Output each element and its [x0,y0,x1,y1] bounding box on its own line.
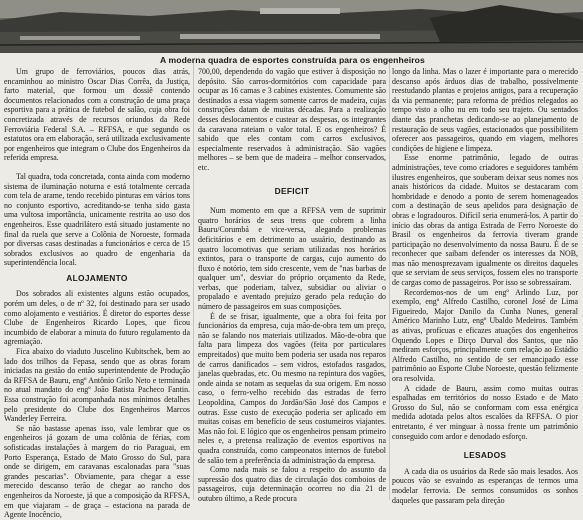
paragraph: Um grupo de ferroviários, poucos dias atrás, encaminhou ao ministro Oscar Dias Corrêa, da Justiça, farto material, que formou um dossiê contendo documentos relacionados com a construção de uma praça esportiva para a prática de futebol de salão, cuja obra foi concretizada através de recursos oriundos da Rede Ferroviária Federal S.A. – RFFSA, e que segundo os estatutos ora em elaboração, será utilizada exclusivamente por engenheiros que integram o Clube dos Engenheiros da referida empresa. [4,67,190,163]
paragraph: Dos sobrados ali existentes alguns estão ocupados, porém um deles, o de nº 32, foi destinado para ser usado como alojamento e vestiários. É diretor do esportes desse Clube de Engenheiros Ricardo Lopes, que ficou incumbido de elaborar a minuta do futuro regulamento da agremiação. [4,289,190,347]
rooftop-photo [0,0,583,53]
photo-caption: A moderna quadra de esportes construída para os engenheiros [160,55,425,65]
column-3 [392,67,578,505]
column-rule [389,60,390,500]
paragraph: Tal quadra, toda concretada, conta ainda com moderno sistema de iluminação noturna e está totalmente cercada com tela de arame, tendo recebido pinturas em vários tons no conjunto esportivo, acreditando-se tenha sido gasta uma vultosa importância, unicamente restrita ao uso dos engenheiros. Esse quadrilátero está situado justamente no final da ruela que serve a Colônia de Noroeste, formada por diversas casas destinadas a funcionários e cerca de 15 sobrados exclusivos ao quadro de engenharia da superintendência local. [4,171,190,268]
paragraph: longo da linha. Mas o lazer é importante para o merecido descanso após árduos dias de trabalho, possivelmente reestudando plantas e projetos antigos, para a recuperação da via permanente; para reforma de prédios relegados ao tempo visto a olho nu em todo seu trajeto. Ou sentados diante das pranchetas dedicando-se ao planejamento de restauração de seus vagões, estacionados que possibilitem oferecer aos passageiros, quando em viagem, melhores condições de higiene e limpeza. [392,67,578,153]
paragraph: Fica abaixo do viaduto Juscelino Kubitschek, bem ao lado dos trilhos da Fepasa, sendo que as obras foram iniciadas na gestão do então superintendente de Produção da RFFSA de Bauru, engº Antônio Grilo Neto e terminada no atual mandato do engº João Batista Pacheco Fantin. Essa construção foi acompanhada nos mínimos detalhes pelo presidente do Clube dos Engenheiros Marcos Wanderley Ferreira. [4,347,190,424]
paragraph: 700,00, dependendo do vagão que estiver à disposição no depósito. São carros-dormitórios com capacidade para ocupar as 16 camas e 3 cabines existentes. Comumente são destinados a essa viagem somente carros de madeira, cujas construções datam de muitas décadas. Para a realização desses deslocamentos e custear as despesas, os integrantes da caravana rateiam o valor total. E os engenheiros? É sabido que eles contam com carros exclusivos, especialmente reservados à administração. São vagões melhores – se bem que de madeira – melhor conservados, etc. [198,67,386,172]
paragraph: Recordemos-nos de um engº Arlindo Luz, por exemplo, engº Alfredo Castilho, coronel José de Lima Figueiredo, Major Danilo da Cunha Nunes, general Américo Marinho Lutz, engº Ubaldo Medeiros. Também as ativas, profícuas e eficazes atuações dos engenheiros Oquendo Lopes e Dirço Durval dos Santos, que não mediram esforços, principalmente com relação ao Estádio Alfredo Castilho, no sentido de ser emancipado esse patrimônio ao Esporte Clube Noroeste, questão felizmente ora resolvida. [392,287,578,383]
section-heading-lesados: LESADOS [463,450,507,461]
paragraph: Se não bastasse apenas isso, vale lembrar que os engenheiros já gozam de uma colônia de férias, com sofisticadas instalações à margem do rio Paraguai, em Porto Esperança, Estado de Mato Grosso do Sul, para onde se dirigem, em caravanas escalonadas para "suas grandes pescarias". Obviamente, para chegar a esse merecido descanso terão de chegar ao rancho dos engenheiros da Noroeste, já que a composição da RFFSA, em que viajaram – de graça – estaciona na parada de Agente Inocêncio, [4,423,190,520]
section-heading-deficit: DEFICIT [274,185,310,196]
column-rule [193,60,194,500]
column-2 [198,67,386,504]
paragraph: A cidade de Bauru, assim como muitas outras espalhadas em territórios do nosso Estado e de Mato Grosso do Sul, não se conformam com essa enérgica medida adotada pelos altos escalões da RFFSA. O pior entretanto, é ver minguar à nossa frente um patrimônio conseguido com ardor e denodado esforço. [392,383,578,441]
column-1 [4,67,190,520]
paragraph: Num momento em que a RFFSA vem de suprimir quatro horários de seus trens que cobrem a linha Bauru/Corumbá e vice-versa, alegando problemas deficitários e em detrimento ao usuário, destinando as quatro locomotivas que seriam utilizadas nos horários extintos, para o transporte de cargas, cujo aumento do fluxo é notório, tem sido crescente, vem de "nas barbas de qualquer um", desviar do próprio orçamento da Rede, verbas, que poderiam, talvez, subsidiar ou aliviar o propalado e aventado prejuízo gerado pela redução do número de passageiros em suas composições. [198,206,386,312]
section-heading-alojamento: ALOJAMENTO [66,272,128,283]
paragraph: A cada dia os usuários da Rede são mais lesados. Aos poucos vão se esvaindo as esperanças de termos uma modelar ferrovia. De sermos consumidos os sonhos daqueles que passaram pela direção [392,466,578,505]
paragraph: É de se frisar, igualmente, que a obra foi feita por funcionários da empresa, cuja mão-de-obra tem um preço, não se falando nos materiais utilizados. Mão-de-obra que falta para limpeza dos vagões (feita por particulares empreitados) que muito bem poderia ser usada nos reparos de carros danificados – sem vidros, estofados rasgados, janelas quebradas, etc. Ou mesmo na repintura dos vagões, onde ainda se notam as sequelas da sua origem. Em nosso caso, o ferro-velho recebido das estradas de ferro Leopoldina, Campos do Jordão/São José dos Campos e outras. Esse custo de execução poderia ser aplicado em muitas coisas em benefício de seus costumeiros viajantes. Mas não foi. E lógico que os engenheiros pensam primeiro neles e, a pretensa realização de eventos esportivos na quadra construída, como campeonatos internos de futebol de salão tem a preferência da administração da empresa. [198,311,386,465]
paragraph: Esse enorme patrimônio, legado de outras administrações, teve como criadores e seguidores também ilustres engenheiros, que souberam deixar seus nomes nos anais históricos da cidade. Muitos se destacaram com hombridade e denodo a ponto de serem homenageados com a destinação de seus apelidos para designação de obras e logradouros. Difícil seria enumerá-los. A partir do início das obras da antiga Estrada de Ferro Noroeste do Brasil os engenheiros da ferrovia tiveram grande participação no desenvolvimento da nossa Bauru. É de se reconhecer que saibam defender os interesses da NOB, mas não menosprezavam igualmente os direitos daqueles que se serviam de seus serviços, fossem eles no transporte de cargas como de passageiros. Por isso se sobressaíram. [392,153,578,288]
paragraph: Como nada mais se falou a respeito do assunto da supressão dos quatro dias de circulação dos comboios de passageiros, cuja determinação ocorreu no dia 21 de outubro último, a Rede procura [198,465,386,503]
